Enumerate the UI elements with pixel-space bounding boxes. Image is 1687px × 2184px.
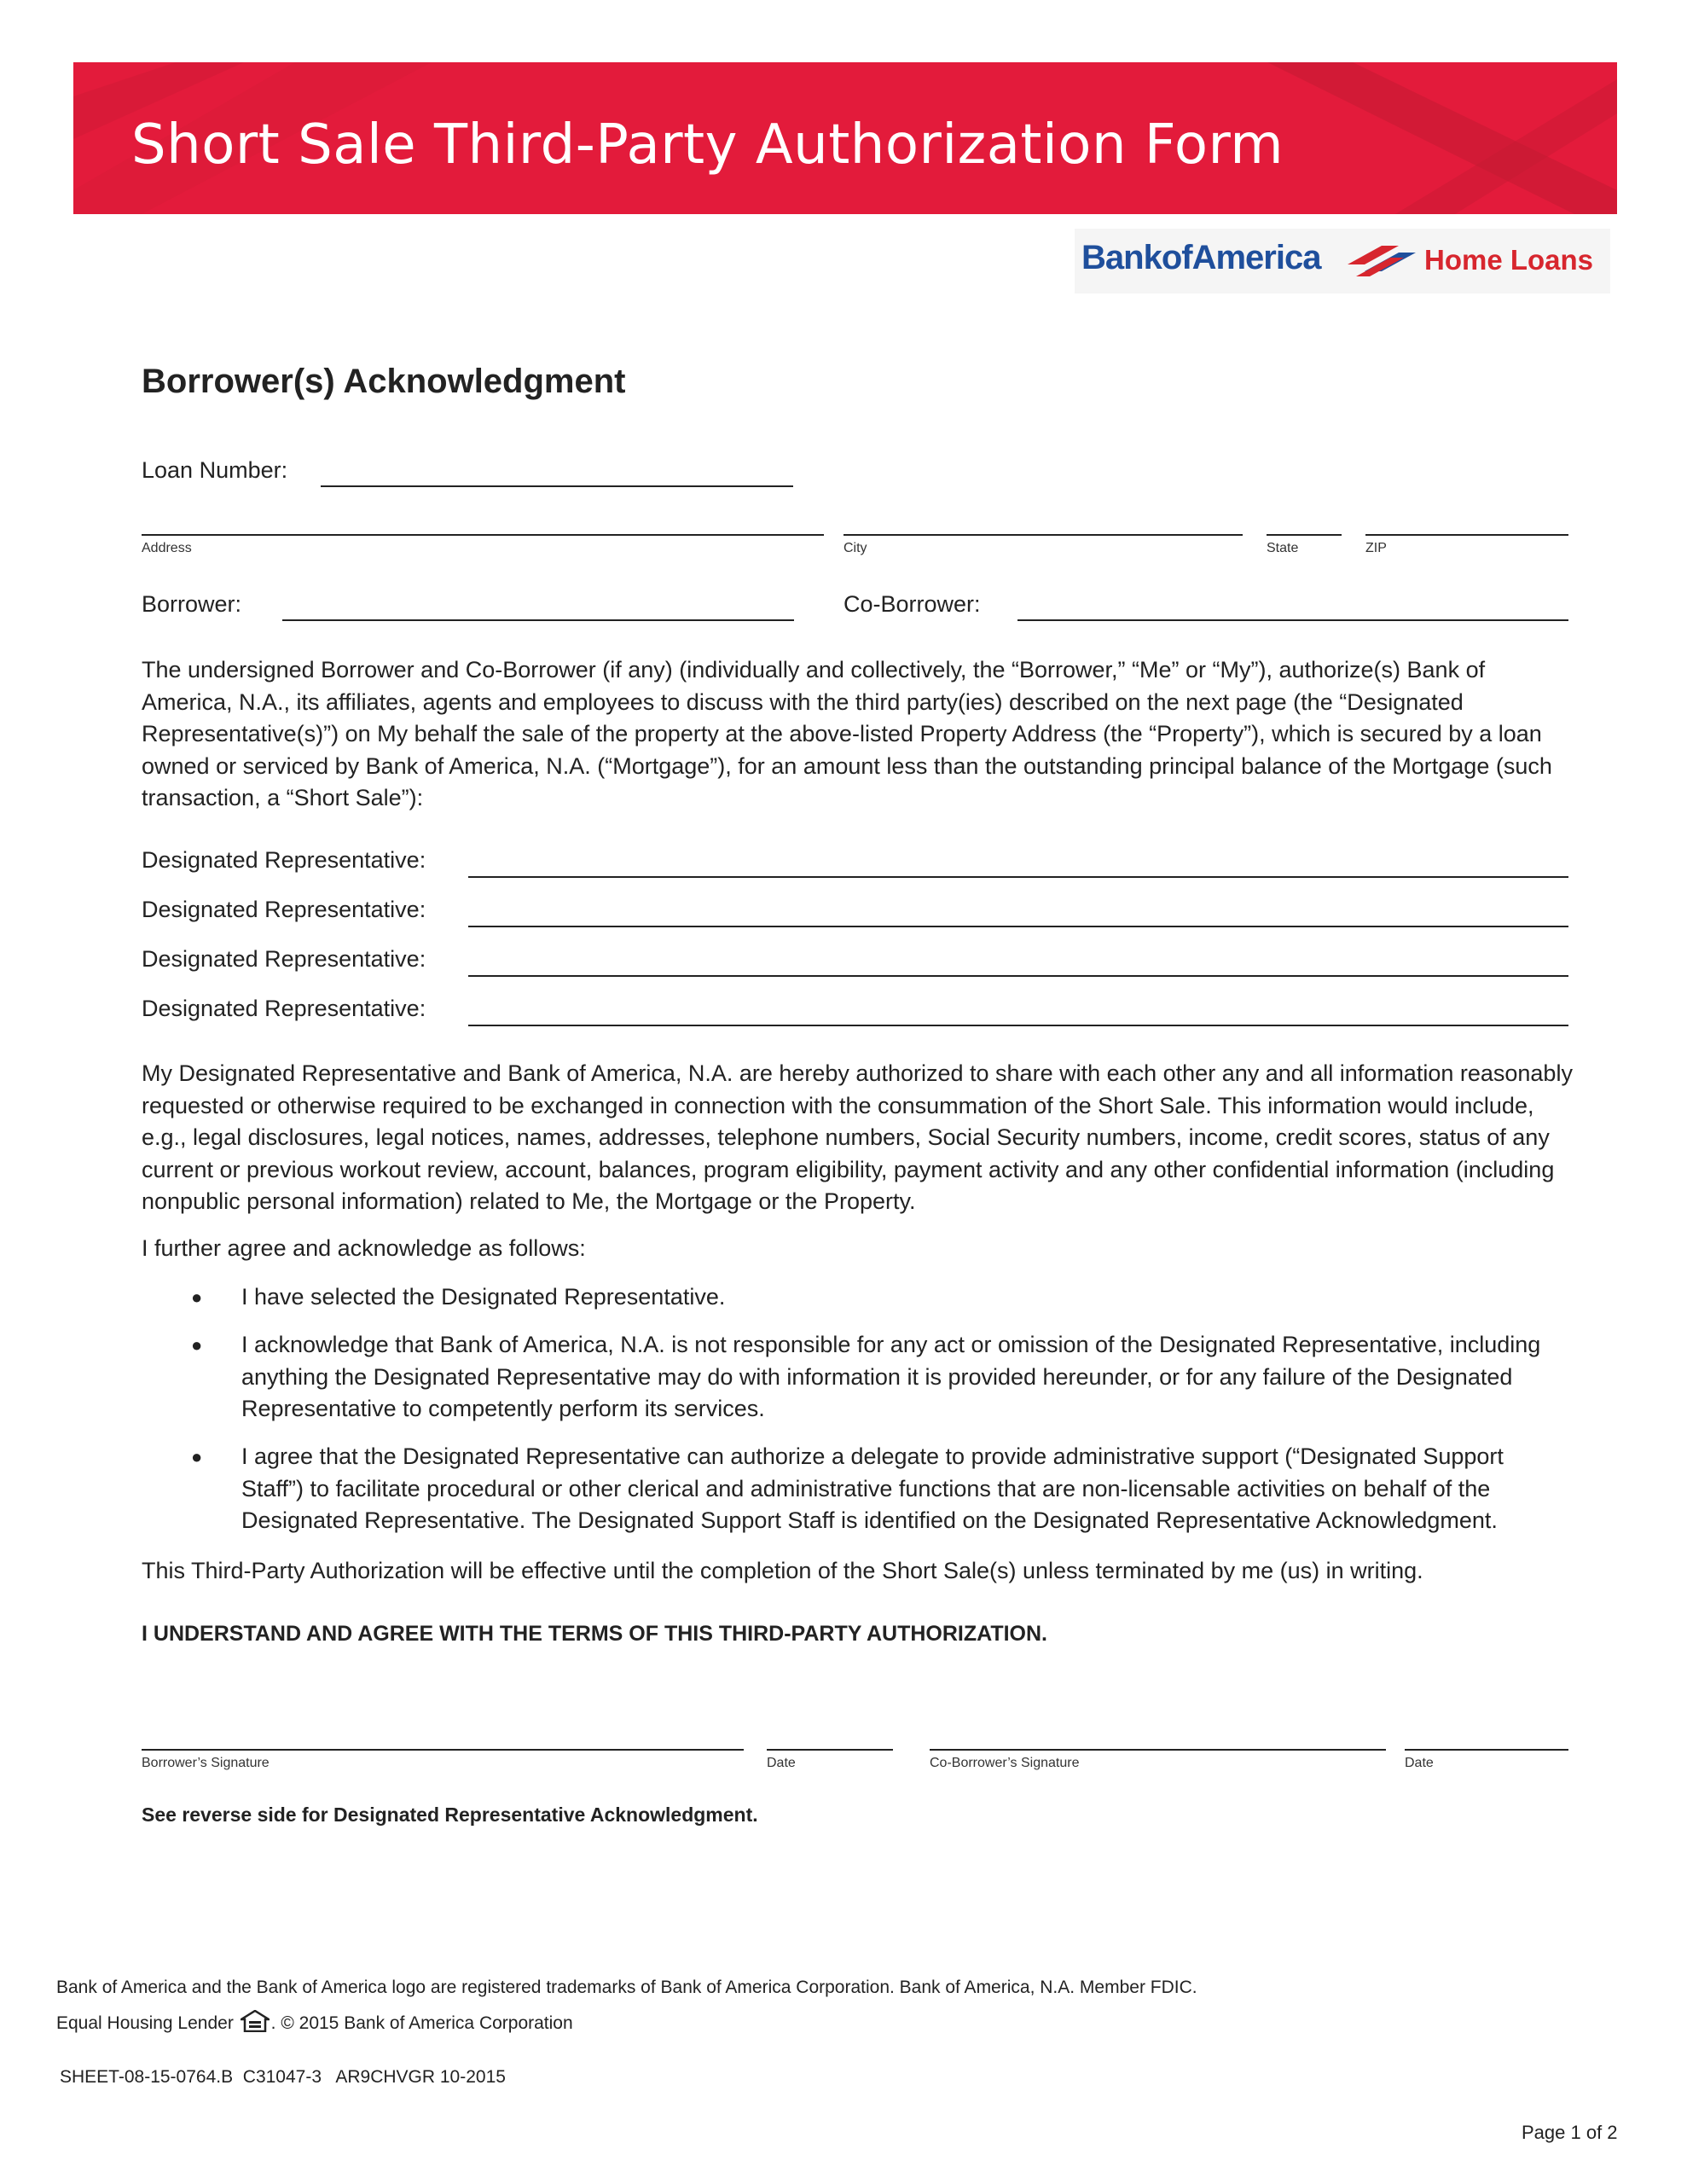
designated-rep-field[interactable] [468, 1025, 1568, 1026]
designated-rep-label: Designated Representative: [142, 847, 426, 873]
designated-rep-field[interactable] [468, 975, 1568, 977]
state-field[interactable] [1267, 534, 1342, 536]
borrower-label: Borrower: [142, 591, 242, 617]
coborrower-field[interactable] [1017, 619, 1568, 621]
designated-rep-label: Designated Representative: [142, 946, 426, 972]
equal-housing-icon [241, 2010, 270, 2037]
designated-rep-field[interactable] [468, 926, 1568, 927]
zip-caption: ZIP [1365, 541, 1387, 555]
coborrower-signature-field[interactable] [930, 1749, 1386, 1751]
coborrower-signature-caption: Co-Borrower’s Signature [930, 1756, 1080, 1770]
designated-rep-field[interactable] [468, 876, 1568, 878]
zip-field[interactable] [1365, 534, 1568, 536]
borrower-date-field[interactable] [767, 1749, 893, 1751]
see-reverse-note: See reverse side for Designated Representative Acknowledgment. [142, 1804, 758, 1826]
intro-paragraph: The undersigned Borrower and Co-Borrower (if any) (individually and collectively, the “Borrower,” “Me” or “My”), authorize(s) Bank of America, N.A., its affiliates, agents and employees to discuss with the third party(ies) described on the next page (the “Designated Representative(s)”) on My behalf the sale of the property at the above-listed Property Address (the “Property”), which is secured by a loan owned or serviced by Bank of America, N.A. (“Mortgage”), for an amount less than the outstanding principal balance of the Mortgage (such transaction, a “Short Sale”): [142, 657, 1552, 810]
city-caption: City [844, 541, 867, 555]
sharing-paragraph: My Designated Representative and Bank of America, N.A. are hereby authorized to share with each other any and all information reasonably requested or otherwise required to be exchanged in connection with the consummation of the Short Sale. This information would include, e.g., legal disclosures, legal notices, names, addresses, telephone numbers, Social Security numbers, income, credit scores, status of any current or previous workout review, account, balances, program eligibility, payment activity and any other confidential information (including nonpublic personal information) related to Me, the Mortgage or the Property. [142, 1060, 1573, 1214]
form-title: Short Sale Third-Party Authorization Form [131, 113, 1284, 177]
trademark-notice: Bank of America and the Bank of America logo are registered trademarks of Bank of America Corporation. Bank of America, N.A. Member FDIC. [56, 1978, 1197, 1997]
bullet-icon: ● [191, 1446, 203, 1467]
city-field[interactable] [844, 534, 1243, 536]
bank-of-america-logo [1075, 229, 1610, 293]
date-caption: Date [767, 1756, 796, 1770]
bullet-item: I have selected the Designated Representative. [241, 1284, 726, 1310]
section-heading: Borrower(s) Acknowledgment [142, 363, 626, 400]
coborrower-date-field[interactable] [1405, 1749, 1568, 1751]
agreement-statement: I UNDERSTAND AND AGREE WITH THE TERMS OF THIS THIRD-PARTY AUTHORIZATION. [142, 1622, 1047, 1646]
date-caption: Date [1405, 1756, 1434, 1770]
form-codes: SHEET-08-15-0764.B C31047-3 AR9CHVGR 10-2015 [60, 2067, 506, 2087]
bullet-icon: ● [191, 1287, 203, 1308]
bullet-icon: ● [191, 1334, 203, 1356]
page-number: Page 1 of 2 [1522, 2122, 1618, 2143]
borrower-signature-field[interactable] [142, 1749, 744, 1751]
header-banner [73, 62, 1617, 214]
address-caption: Address [142, 541, 192, 555]
flag-icon [1339, 239, 1421, 282]
loan-number-label: Loan Number: [142, 457, 288, 483]
borrower-signature-caption: Borrower’s Signature [142, 1756, 270, 1770]
logo-bank-text: BankofAmerica [1081, 239, 1321, 276]
logo-home-loans-text: Home Loans [1424, 244, 1594, 276]
equal-housing-label: Equal Housing Lender [56, 2013, 234, 2033]
loan-number-field[interactable] [321, 485, 793, 487]
designated-rep-label: Designated Representative: [142, 897, 426, 922]
coborrower-label: Co-Borrower: [844, 591, 981, 617]
borrower-field[interactable] [282, 619, 794, 621]
copyright-text: . © 2015 Bank of America Corporation [270, 2013, 573, 2033]
effective-text: This Third-Party Authorization will be effective until the completion of the Short Sale(s) unless terminated by me (us) in writing. [142, 1558, 1423, 1583]
bullet-item: I acknowledge that Bank of America, N.A. is not responsible for any act or omission of the Designated Representative, including anything the Designated Representative may do with information it is provided hereunder, or for any failure of the Designated Representative to competently perform its services. [241, 1332, 1541, 1421]
agree-intro: I further agree and acknowledge as follows: [142, 1235, 586, 1261]
state-caption: State [1267, 541, 1299, 555]
equal-housing-line [56, 2010, 573, 2037]
address-field[interactable] [142, 534, 824, 536]
designated-rep-label: Designated Representative: [142, 996, 426, 1021]
bullet-item: I agree that the Designated Representative can authorize a delegate to provide administrative support (“Designated Support Staff”) to facilitate procedural or other clerical and administrative functions that are non-licensable activities on behalf of the Designated Representative. The Designated Support Staff is identified on the Designated Representative Acknowledgment. [241, 1443, 1504, 1533]
